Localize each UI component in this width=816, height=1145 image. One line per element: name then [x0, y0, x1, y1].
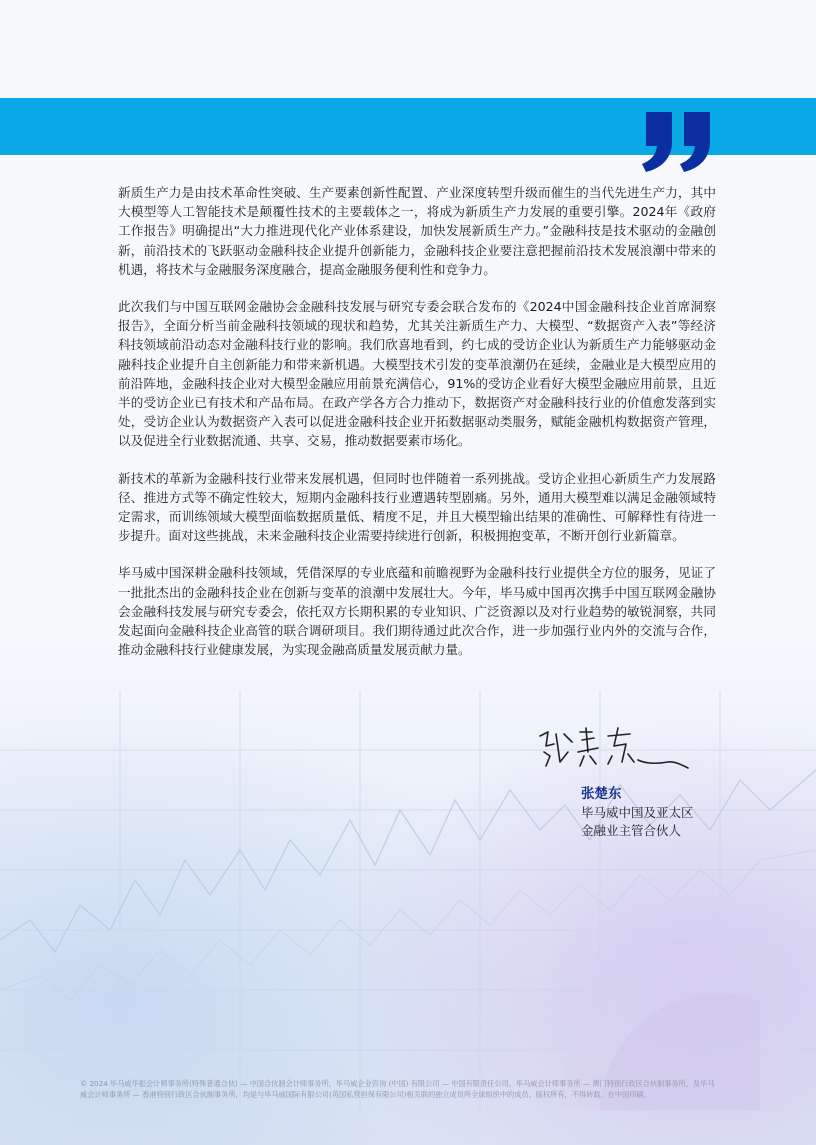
copyright-footer: © 2024 毕马威华振会计师事务所(特殊普通合伙) — 中国合伙制会计师事务所，毕马威企业咨询 (中国) 有限公司 — 中国有限责任公司，毕马威会计师事务所 — 澳门特别行政区合伙制事务所，及毕马威会计师事务所 — 香港特别行政区合伙制事务所，均是与毕马威国际有限公司(英国私营担保有限公司)相关联的独立成员所全球组织中的成员。版权所有，不得转载。在中国印刷。: [80, 1079, 715, 1099]
signer-name: 张楚东: [581, 786, 622, 802]
signer-title-line-1: 毕马威中国及亚太区: [581, 805, 694, 820]
signer-title-line-2: 金融业主管合伙人: [581, 823, 682, 838]
background-line-series: [0, 770, 816, 952]
paragraph-4: 毕马威中国深耕金融科技领域，凭借深厚的专业底蕴和前瞻视野为金融科技行业提供全方位的服务，见证了一批批杰出的金融科技企业在创新与变革的浪潮中发展壮大。今年，毕马威中国再次携手中国互联网金融协会金融科技发展与研究专委会，依托双方长期积累的专业知识、广泛资源以及对行业趋势的敏锐洞察，共同发起面向金融科技企业高管的联合调研项目。我们期待通过此次合作，进一步加强行业内外的交流与合作，推动金融科技行业健康发展，为实现金融高质量发展贡献力量。: [118, 565, 716, 658]
signer-title: [581, 804, 694, 840]
paragraph-2: 此次我们与中国互联网金融协会金融科技发展与研究专委会联合发布的《2024中国金融科技企业首席洞察报告》，全面分析当前金融科技领域的现状和趋势，尤其关注新质生产力、大模型、“数据资产入表”等经济科技领域前沿动态对金融科技行业的影响。我们欣喜地看到，约七成的受访企业认为新质生产力能够驱动金融科技企业提升自主创新能力和带来新机遇。大模型技术引发的变革浪潮仍在延续，金融业是大模型应用的前沿阵地，金融科技企业对大模型金融应用前景充满信心，91%的受访企业看好大模型金融应用前景，且近半的受访企业已有技术和产品布局。在政产学各方合力推动下，数据资产对金融科技行业的价值愈发落到实处，受访企业认为数据资产入表可以促进金融科技企业开拓数据驱动类服务，赋能金融机构数据资产管理，以及促进全行业数据流通、共享、交易，推动数据要素市场化。: [118, 299, 716, 449]
handwritten-signature: [534, 722, 694, 774]
closing-quotation-mark-icon: [636, 108, 718, 174]
paragraph-3: 新技术的革新为金融科技行业带来发展机遇，但同时也伴随着一系列挑战。受访企业担心新质生产力发展路径、推进方式等不确定性较大，短期内金融科技行业遭遇转型剧痛。另外，通用大模型难以满足金融领域特定需求，而训练领域大模型面临数据质量低、精度不足，并且大模型输出结果的准确性、可解释性有待进一步提升。面对这些挑战，未来金融科技企业需要持续进行创新，积极拥抱变革，不断开创行业新篇章。: [118, 470, 716, 544]
foreword-body: [118, 183, 716, 677]
paragraph-1: 新质生产力是由技术革命性突破、生产要素创新性配置、产业深度转型升级而催生的当代先进生产力，其中大模型等人工智能技术是颠覆性技术的主要载体之一，将成为新质生产力发展的重要引擎。2024年《政府工作报告》明确提出“大力推进现代化产业体系建设，加快发展新质生产力。”金融科技是技术驱动的金融创新，前沿技术的飞跃驱动金融科技企业提升创新能力，金融科技企业要注意把握前沿技术发展浪潮中带来的机遇，将技术与金融服务深度融合，提高金融服务便利性和竞争力。: [118, 185, 716, 277]
